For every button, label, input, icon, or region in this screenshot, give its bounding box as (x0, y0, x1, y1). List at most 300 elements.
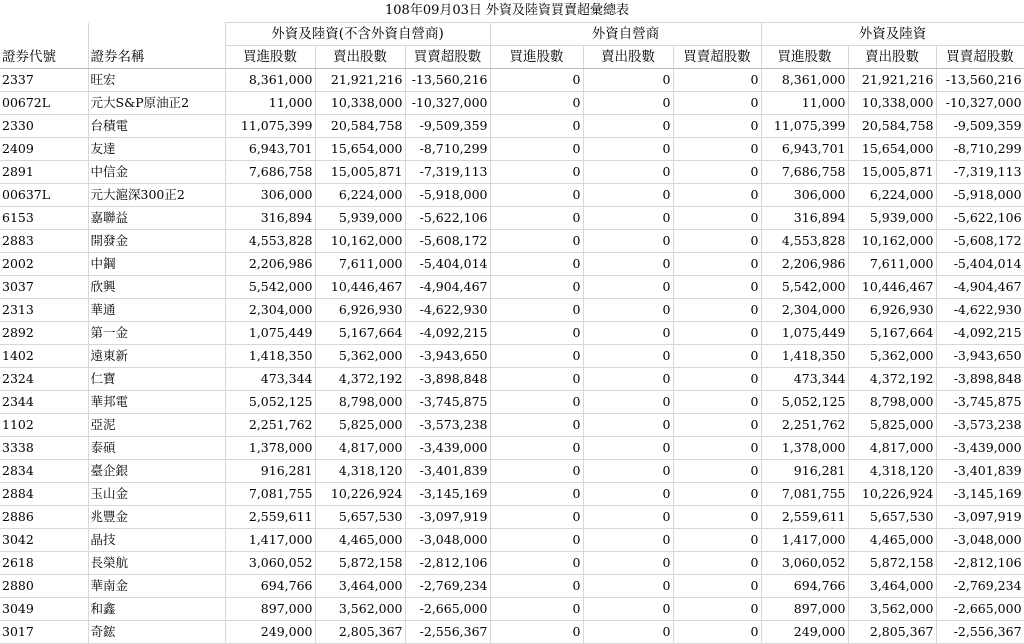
sell-shares-cell: 4,465,000 (315, 529, 405, 552)
dealer-sell-shares-cell: 0 (583, 138, 673, 161)
dealer-buy-shares-cell: 0 (490, 276, 583, 299)
sell-shares-cell: 20,584,758 (315, 115, 405, 138)
dealer-net-shares-cell: 0 (673, 207, 761, 230)
table-row (0, 92, 1024, 115)
sell-shares-cell: 3,562,000 (315, 598, 405, 621)
stock-name-cell: 開發金 (88, 230, 225, 253)
sell-shares-cell: 21,921,216 (315, 69, 405, 92)
stock-code-cell: 2337 (0, 69, 88, 92)
net-shares-cell: -3,573,238 (405, 414, 490, 437)
dealer-net-shares-cell: 0 (673, 138, 761, 161)
sell-shares-cell: 15,654,000 (315, 138, 405, 161)
stock-code-cell: 2618 (0, 552, 88, 575)
buy-shares-cell: 694,766 (225, 575, 315, 598)
total-sell-shares-cell: 5,939,000 (848, 207, 936, 230)
dealer-buy-shares-cell: 0 (490, 161, 583, 184)
total-net-shares-cell: -8,710,299 (936, 138, 1024, 161)
sell-shares-cell: 10,446,467 (315, 276, 405, 299)
total-net-shares-cell: -3,745,875 (936, 391, 1024, 414)
buy-shares-cell: 1,075,449 (225, 322, 315, 345)
dealer-buy-shares-cell: 0 (490, 575, 583, 598)
total-buy-shares-cell: 694,766 (761, 575, 848, 598)
dealer-net-shares-cell: 0 (673, 230, 761, 253)
dealer-sell-shares-cell: 0 (583, 414, 673, 437)
total-net-shares-cell: -2,665,000 (936, 598, 1024, 621)
dealer-net-shares-cell: 0 (673, 69, 761, 92)
stock-name-cell: 欣興 (88, 276, 225, 299)
dealer-buy-shares-cell: 0 (490, 598, 583, 621)
stock-name-cell: 兆豐金 (88, 506, 225, 529)
buy-shares-cell: 3,060,052 (225, 552, 315, 575)
total-sell-shares-cell: 10,446,467 (848, 276, 936, 299)
table-row (0, 460, 1024, 483)
stock-code-cell: 2880 (0, 575, 88, 598)
stock-name-cell: 台積電 (88, 115, 225, 138)
net-shares-cell: -2,769,234 (405, 575, 490, 598)
col-header-code: 證券代號 (0, 46, 88, 69)
sell-shares-cell: 15,005,871 (315, 161, 405, 184)
total-buy-shares-cell: 316,894 (761, 207, 848, 230)
col-header-sell: 賣出股數 (583, 46, 673, 69)
total-sell-shares-cell: 4,372,192 (848, 368, 936, 391)
sell-shares-cell: 4,372,192 (315, 368, 405, 391)
buy-shares-cell: 473,344 (225, 368, 315, 391)
table-row (0, 368, 1024, 391)
total-buy-shares-cell: 4,553,828 (761, 230, 848, 253)
dealer-buy-shares-cell: 0 (490, 483, 583, 506)
dealer-sell-shares-cell: 0 (583, 368, 673, 391)
sell-shares-cell: 5,872,158 (315, 552, 405, 575)
buy-shares-cell: 916,281 (225, 460, 315, 483)
dealer-sell-shares-cell: 0 (583, 529, 673, 552)
dealer-buy-shares-cell: 0 (490, 138, 583, 161)
buy-shares-cell: 897,000 (225, 598, 315, 621)
table-row (0, 69, 1024, 92)
dealer-sell-shares-cell: 0 (583, 621, 673, 644)
buy-shares-cell: 249,000 (225, 621, 315, 644)
table-row (0, 184, 1024, 207)
stock-code-cell: 3049 (0, 598, 88, 621)
dealer-net-shares-cell: 0 (673, 299, 761, 322)
table-row (0, 391, 1024, 414)
net-shares-cell: -5,404,014 (405, 253, 490, 276)
page-title: 108年09月03日 外資及陸資買賣超彙總表 (225, 0, 1024, 23)
total-net-shares-cell: -3,097,919 (936, 506, 1024, 529)
dealer-net-shares-cell: 0 (673, 529, 761, 552)
stock-name-cell: 長榮航 (88, 552, 225, 575)
total-net-shares-cell: -3,048,000 (936, 529, 1024, 552)
col-header-net: 買賣超股數 (673, 46, 761, 69)
table-row (0, 506, 1024, 529)
stock-code-cell: 2002 (0, 253, 88, 276)
stock-code-cell: 2313 (0, 299, 88, 322)
sell-shares-cell: 4,318,120 (315, 460, 405, 483)
stock-name-cell: 中信金 (88, 161, 225, 184)
dealer-buy-shares-cell: 0 (490, 253, 583, 276)
dealer-net-shares-cell: 0 (673, 460, 761, 483)
buy-shares-cell: 306,000 (225, 184, 315, 207)
net-shares-cell: -5,608,172 (405, 230, 490, 253)
sell-shares-cell: 3,464,000 (315, 575, 405, 598)
dealer-sell-shares-cell: 0 (583, 483, 673, 506)
title-row (0, 0, 1024, 23)
total-buy-shares-cell: 8,361,000 (761, 69, 848, 92)
table-row (0, 414, 1024, 437)
table-row (0, 552, 1024, 575)
table-row (0, 161, 1024, 184)
dealer-net-shares-cell: 0 (673, 483, 761, 506)
total-buy-shares-cell: 2,206,986 (761, 253, 848, 276)
col-header-buy: 買進股數 (761, 46, 848, 69)
net-shares-cell: -3,097,919 (405, 506, 490, 529)
total-sell-shares-cell: 8,798,000 (848, 391, 936, 414)
total-buy-shares-cell: 473,344 (761, 368, 848, 391)
total-sell-shares-cell: 3,464,000 (848, 575, 936, 598)
dealer-net-shares-cell: 0 (673, 345, 761, 368)
dealer-sell-shares-cell: 0 (583, 506, 673, 529)
dealer-buy-shares-cell: 0 (490, 115, 583, 138)
dealer-sell-shares-cell: 0 (583, 437, 673, 460)
stock-name-cell: 中鋼 (88, 253, 225, 276)
total-net-shares-cell: -3,898,848 (936, 368, 1024, 391)
table-row (0, 529, 1024, 552)
total-buy-shares-cell: 5,052,125 (761, 391, 848, 414)
total-buy-shares-cell: 1,418,350 (761, 345, 848, 368)
net-shares-cell: -3,745,875 (405, 391, 490, 414)
table-row (0, 575, 1024, 598)
dealer-sell-shares-cell: 0 (583, 207, 673, 230)
stock-name-cell: 玉山金 (88, 483, 225, 506)
net-shares-cell: -3,943,650 (405, 345, 490, 368)
stock-code-cell: 2886 (0, 506, 88, 529)
total-net-shares-cell: -7,319,113 (936, 161, 1024, 184)
total-net-shares-cell: -13,560,216 (936, 69, 1024, 92)
net-shares-cell: -10,327,000 (405, 92, 490, 115)
net-shares-cell: -4,622,930 (405, 299, 490, 322)
sell-shares-cell: 2,805,367 (315, 621, 405, 644)
table-row (0, 115, 1024, 138)
net-shares-cell: -8,710,299 (405, 138, 490, 161)
group-spacer (88, 23, 225, 46)
total-net-shares-cell: -3,439,000 (936, 437, 1024, 460)
dealer-sell-shares-cell: 0 (583, 322, 673, 345)
col-header-sell: 賣出股數 (315, 46, 405, 69)
group-spacer (0, 23, 88, 46)
dealer-sell-shares-cell: 0 (583, 299, 673, 322)
total-buy-shares-cell: 7,686,758 (761, 161, 848, 184)
buy-shares-cell: 6,943,701 (225, 138, 315, 161)
total-buy-shares-cell: 897,000 (761, 598, 848, 621)
dealer-buy-shares-cell: 0 (490, 69, 583, 92)
total-sell-shares-cell: 4,318,120 (848, 460, 936, 483)
stock-code-cell: 2891 (0, 161, 88, 184)
sell-shares-cell: 7,611,000 (315, 253, 405, 276)
column-header-row (0, 46, 1024, 69)
total-buy-shares-cell: 11,000 (761, 92, 848, 115)
stock-code-cell: 2883 (0, 230, 88, 253)
dealer-sell-shares-cell: 0 (583, 552, 673, 575)
dealer-sell-shares-cell: 0 (583, 161, 673, 184)
stock-code-cell: 6153 (0, 207, 88, 230)
total-sell-shares-cell: 15,005,871 (848, 161, 936, 184)
dealer-sell-shares-cell: 0 (583, 92, 673, 115)
dealer-net-shares-cell: 0 (673, 552, 761, 575)
total-net-shares-cell: -4,622,930 (936, 299, 1024, 322)
dealer-sell-shares-cell: 0 (583, 115, 673, 138)
stock-code-cell: 00637L (0, 184, 88, 207)
col-header-net: 買賣超股數 (936, 46, 1024, 69)
group-header-foreign-total: 外資及陸資 (761, 23, 1024, 46)
total-sell-shares-cell: 20,584,758 (848, 115, 936, 138)
buy-shares-cell: 1,417,000 (225, 529, 315, 552)
dealer-sell-shares-cell: 0 (583, 598, 673, 621)
net-shares-cell: -3,401,839 (405, 460, 490, 483)
dealer-net-shares-cell: 0 (673, 575, 761, 598)
total-net-shares-cell: -5,918,000 (936, 184, 1024, 207)
sell-shares-cell: 8,798,000 (315, 391, 405, 414)
stock-name-cell: 泰碩 (88, 437, 225, 460)
sell-shares-cell: 5,167,664 (315, 322, 405, 345)
net-shares-cell: -3,898,848 (405, 368, 490, 391)
total-sell-shares-cell: 6,926,930 (848, 299, 936, 322)
dealer-buy-shares-cell: 0 (490, 391, 583, 414)
total-buy-shares-cell: 2,559,611 (761, 506, 848, 529)
total-net-shares-cell: -10,327,000 (936, 92, 1024, 115)
total-net-shares-cell: -9,509,359 (936, 115, 1024, 138)
buy-shares-cell: 7,686,758 (225, 161, 315, 184)
net-shares-cell: -5,622,106 (405, 207, 490, 230)
stock-name-cell: 華邦電 (88, 391, 225, 414)
dealer-net-shares-cell: 0 (673, 506, 761, 529)
table-row (0, 276, 1024, 299)
table-row (0, 253, 1024, 276)
total-sell-shares-cell: 5,825,000 (848, 414, 936, 437)
stock-code-cell: 2344 (0, 391, 88, 414)
stock-name-cell: 奇鋐 (88, 621, 225, 644)
stock-code-cell: 2834 (0, 460, 88, 483)
stock-code-cell: 3017 (0, 621, 88, 644)
total-sell-shares-cell: 5,657,530 (848, 506, 936, 529)
stock-code-cell: 2409 (0, 138, 88, 161)
total-sell-shares-cell: 6,224,000 (848, 184, 936, 207)
buy-shares-cell: 316,894 (225, 207, 315, 230)
sell-shares-cell: 10,226,924 (315, 483, 405, 506)
net-shares-cell: -2,665,000 (405, 598, 490, 621)
total-sell-shares-cell: 4,817,000 (848, 437, 936, 460)
col-header-buy: 買進股數 (225, 46, 315, 69)
dealer-net-shares-cell: 0 (673, 598, 761, 621)
dealer-sell-shares-cell: 0 (583, 345, 673, 368)
group-header-row (0, 23, 1024, 46)
dealer-buy-shares-cell: 0 (490, 345, 583, 368)
dealer-buy-shares-cell: 0 (490, 368, 583, 391)
sell-shares-cell: 5,825,000 (315, 414, 405, 437)
total-sell-shares-cell: 10,338,000 (848, 92, 936, 115)
buy-shares-cell: 2,559,611 (225, 506, 315, 529)
dealer-net-shares-cell: 0 (673, 161, 761, 184)
sell-shares-cell: 6,926,930 (315, 299, 405, 322)
dealer-buy-shares-cell: 0 (490, 529, 583, 552)
dealer-sell-shares-cell: 0 (583, 253, 673, 276)
dealer-buy-shares-cell: 0 (490, 506, 583, 529)
stock-name-cell: 第一金 (88, 322, 225, 345)
dealer-buy-shares-cell: 0 (490, 92, 583, 115)
total-buy-shares-cell: 7,081,755 (761, 483, 848, 506)
dealer-buy-shares-cell: 0 (490, 230, 583, 253)
total-buy-shares-cell: 249,000 (761, 621, 848, 644)
dealer-net-shares-cell: 0 (673, 391, 761, 414)
buy-shares-cell: 1,418,350 (225, 345, 315, 368)
net-shares-cell: -7,319,113 (405, 161, 490, 184)
stock-code-cell: 00672L (0, 92, 88, 115)
dealer-buy-shares-cell: 0 (490, 299, 583, 322)
stock-code-cell: 1102 (0, 414, 88, 437)
table-row (0, 138, 1024, 161)
stock-name-cell: 華南金 (88, 575, 225, 598)
total-net-shares-cell: -5,622,106 (936, 207, 1024, 230)
total-sell-shares-cell: 4,465,000 (848, 529, 936, 552)
total-sell-shares-cell: 15,654,000 (848, 138, 936, 161)
table-row (0, 621, 1024, 644)
sell-shares-cell: 6,224,000 (315, 184, 405, 207)
dealer-buy-shares-cell: 0 (490, 184, 583, 207)
total-buy-shares-cell: 5,542,000 (761, 276, 848, 299)
total-sell-shares-cell: 10,226,924 (848, 483, 936, 506)
stock-code-cell: 3338 (0, 437, 88, 460)
sell-shares-cell: 5,362,000 (315, 345, 405, 368)
dealer-net-shares-cell: 0 (673, 621, 761, 644)
table-row (0, 598, 1024, 621)
dealer-net-shares-cell: 0 (673, 276, 761, 299)
dealer-buy-shares-cell: 0 (490, 552, 583, 575)
total-sell-shares-cell: 5,872,158 (848, 552, 936, 575)
dealer-sell-shares-cell: 0 (583, 230, 673, 253)
total-sell-shares-cell: 2,805,367 (848, 621, 936, 644)
total-buy-shares-cell: 2,251,762 (761, 414, 848, 437)
total-net-shares-cell: -3,943,650 (936, 345, 1024, 368)
table-row (0, 322, 1024, 345)
dealer-buy-shares-cell: 0 (490, 621, 583, 644)
buy-shares-cell: 11,000 (225, 92, 315, 115)
dealer-buy-shares-cell: 0 (490, 207, 583, 230)
total-buy-shares-cell: 306,000 (761, 184, 848, 207)
total-sell-shares-cell: 7,611,000 (848, 253, 936, 276)
total-sell-shares-cell: 21,921,216 (848, 69, 936, 92)
dealer-net-shares-cell: 0 (673, 253, 761, 276)
table-row (0, 483, 1024, 506)
total-buy-shares-cell: 1,075,449 (761, 322, 848, 345)
total-net-shares-cell: -5,608,172 (936, 230, 1024, 253)
buy-shares-cell: 7,081,755 (225, 483, 315, 506)
dealer-sell-shares-cell: 0 (583, 460, 673, 483)
dealer-net-shares-cell: 0 (673, 368, 761, 391)
dealer-net-shares-cell: 0 (673, 92, 761, 115)
title-spacer (0, 0, 225, 23)
buy-shares-cell: 5,052,125 (225, 391, 315, 414)
buy-shares-cell: 5,542,000 (225, 276, 315, 299)
col-header-net: 買賣超股數 (405, 46, 490, 69)
net-shares-cell: -9,509,359 (405, 115, 490, 138)
total-net-shares-cell: -2,769,234 (936, 575, 1024, 598)
dealer-sell-shares-cell: 0 (583, 276, 673, 299)
total-buy-shares-cell: 6,943,701 (761, 138, 848, 161)
buy-shares-cell: 2,304,000 (225, 299, 315, 322)
net-shares-cell: -3,048,000 (405, 529, 490, 552)
total-net-shares-cell: -3,401,839 (936, 460, 1024, 483)
stock-name-cell: 晶技 (88, 529, 225, 552)
stock-code-cell: 2892 (0, 322, 88, 345)
buy-shares-cell: 11,075,399 (225, 115, 315, 138)
total-sell-shares-cell: 10,162,000 (848, 230, 936, 253)
stock-name-cell: 遠東新 (88, 345, 225, 368)
total-net-shares-cell: -5,404,014 (936, 253, 1024, 276)
stock-name-cell: 亞泥 (88, 414, 225, 437)
dealer-buy-shares-cell: 0 (490, 322, 583, 345)
dealer-sell-shares-cell: 0 (583, 575, 673, 598)
dealer-net-shares-cell: 0 (673, 184, 761, 207)
dealer-sell-shares-cell: 0 (583, 391, 673, 414)
group-header-foreign-excl-dealer: 外資及陸資(不含外資自營商) (225, 23, 490, 46)
total-net-shares-cell: -3,145,169 (936, 483, 1024, 506)
stock-name-cell: 元大S&P原油正2 (88, 92, 225, 115)
stock-name-cell: 臺企銀 (88, 460, 225, 483)
buy-shares-cell: 8,361,000 (225, 69, 315, 92)
table-row (0, 207, 1024, 230)
table-row (0, 230, 1024, 253)
net-shares-cell: -2,812,106 (405, 552, 490, 575)
stock-name-cell: 華通 (88, 299, 225, 322)
net-shares-cell: -2,556,367 (405, 621, 490, 644)
table-row (0, 437, 1024, 460)
total-sell-shares-cell: 5,362,000 (848, 345, 936, 368)
buy-shares-cell: 2,206,986 (225, 253, 315, 276)
col-header-sell: 賣出股數 (848, 46, 936, 69)
buy-shares-cell: 1,378,000 (225, 437, 315, 460)
total-net-shares-cell: -4,904,467 (936, 276, 1024, 299)
total-buy-shares-cell: 2,304,000 (761, 299, 848, 322)
stock-code-cell: 3037 (0, 276, 88, 299)
stock-name-cell: 元大滬深300正2 (88, 184, 225, 207)
total-sell-shares-cell: 5,167,664 (848, 322, 936, 345)
stock-code-cell: 2884 (0, 483, 88, 506)
total-net-shares-cell: -3,573,238 (936, 414, 1024, 437)
stock-name-cell: 仁寶 (88, 368, 225, 391)
total-net-shares-cell: -4,092,215 (936, 322, 1024, 345)
sell-shares-cell: 5,939,000 (315, 207, 405, 230)
total-buy-shares-cell: 1,417,000 (761, 529, 848, 552)
dealer-sell-shares-cell: 0 (583, 69, 673, 92)
group-header-foreign-dealer: 外資自營商 (490, 23, 761, 46)
net-shares-cell: -5,918,000 (405, 184, 490, 207)
col-header-buy: 買進股數 (490, 46, 583, 69)
dealer-net-shares-cell: 0 (673, 414, 761, 437)
net-shares-cell: -4,904,467 (405, 276, 490, 299)
stock-name-cell: 嘉聯益 (88, 207, 225, 230)
total-net-shares-cell: -2,812,106 (936, 552, 1024, 575)
stock-name-cell: 和鑫 (88, 598, 225, 621)
stock-code-cell: 3042 (0, 529, 88, 552)
net-shares-cell: -3,439,000 (405, 437, 490, 460)
col-header-name: 證券名稱 (88, 46, 225, 69)
total-buy-shares-cell: 11,075,399 (761, 115, 848, 138)
dealer-buy-shares-cell: 0 (490, 437, 583, 460)
net-shares-cell: -4,092,215 (405, 322, 490, 345)
sell-shares-cell: 5,657,530 (315, 506, 405, 529)
total-sell-shares-cell: 3,562,000 (848, 598, 936, 621)
sell-shares-cell: 10,162,000 (315, 230, 405, 253)
dealer-buy-shares-cell: 0 (490, 414, 583, 437)
dealer-net-shares-cell: 0 (673, 322, 761, 345)
